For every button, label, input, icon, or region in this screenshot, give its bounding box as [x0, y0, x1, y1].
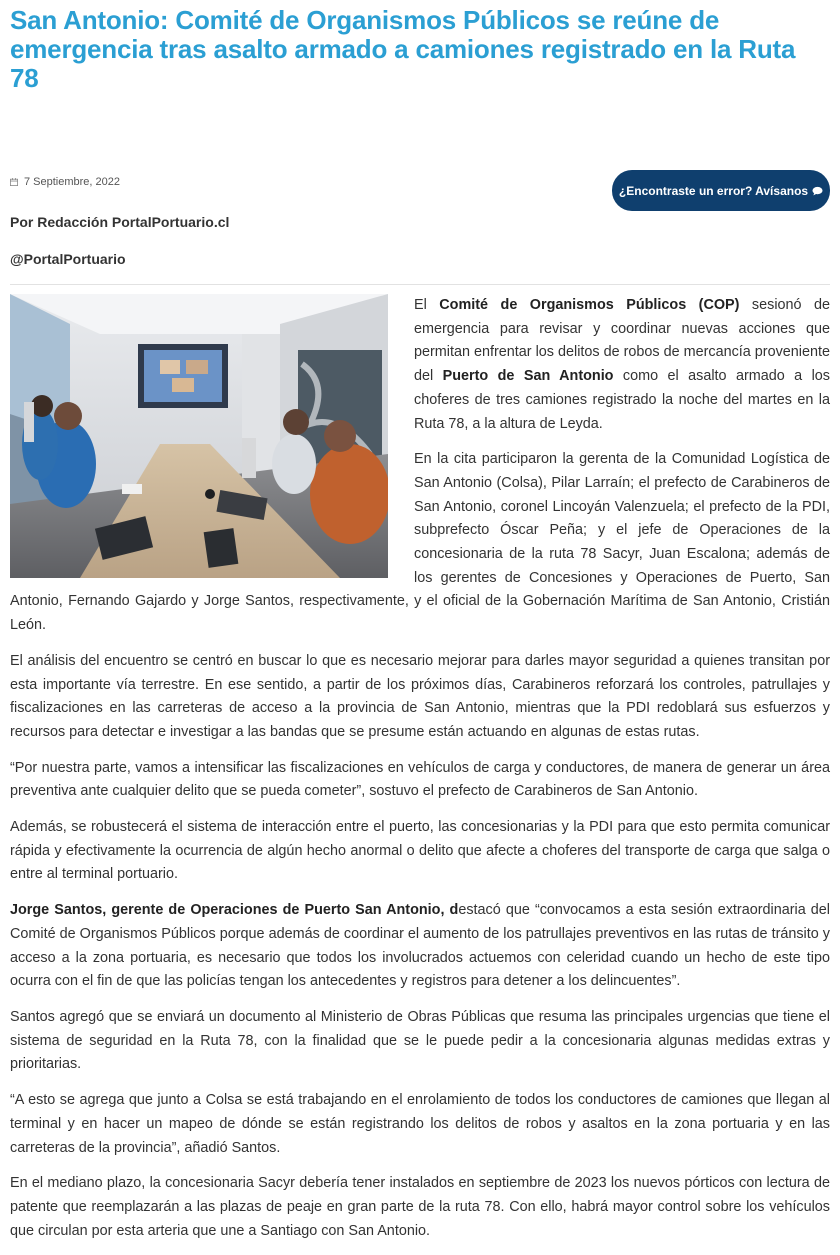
report-error-label: ¿Encontraste un error? Avísanos: [618, 183, 809, 198]
author-byline: Por Redacción PortalPortuario.cl: [10, 214, 230, 230]
divider: [10, 284, 830, 285]
paragraph-1: El Comité de Organismos Públicos (COP) sesionó de emergencia para revisar y coordinar nuevas acciones que permitan enfrentar los delitos de robos de mercancía proveniente del Puerto de San Antonio como el asalto armado a los choferes de tres camiones registrado la noche del martes en la Ruta 78, a la altura de Leyda.: [414, 297, 831, 432]
paragraph-9: En el mediano plazo, la concesionaria Sacyr debería tener instalados en septiembre de 2023 los nuevos pórticos con lectura de patente que reemplazarán a las plazas de peaje en gran parte de la ruta 78. Con ello, habrá mayor control sobre los vehículos que circulan por esta arteria que une a Santiago con San Antonio.: [10, 1175, 830, 1239]
calendar-icon: [10, 178, 18, 186]
article-title: San Antonio: Comité de Organismos Públicos se reúne de emergencia tras asalto armado a camiones registrado en la Ruta 78: [10, 5, 796, 93]
meeting-photo: [10, 294, 388, 578]
paragraph-7: Santos agregó que se enviará un documento al Ministerio de Obras Públicas que resuma las principales urgencias que tiene el sistema de seguridad en la Ruta 78, con la finalidad que se le puede pedir a la concesionaria algunas medidas extras y prioritarias.: [10, 1008, 830, 1073]
speech-bubble-icon: [812, 186, 823, 196]
paragraph-5: Además, se robustecerá el sistema de interacción entre el puerto, las concesionarias y la PDI para que esto permita comunicar rápida y efectivamente la ocurrencia de algún hecho anormal o delito que afecte a choferes del transporte de carga que salga o entre al terminal portuario.: [10, 819, 830, 883]
author-handle: @PortalPortuario: [10, 251, 126, 267]
report-error-button[interactable]: [612, 170, 830, 211]
article-date: [10, 176, 120, 188]
paragraph-6: Jorge Santos, gerente de Operaciones de Puerto San Antonio, destacó que “convocamos a esta sesión extraordinaria del Comité de Organismos Públicos porque además de coordinar el aumento de los patrullajes preventivos en las rutas de tránsito y acceso a la zona portuaria, es necesario que todos los involucrados actuemos con celeridad cuando un hecho de este tipo ocurra con el fin de que las policías tengan los antecedentes y registros para detener a los delincuentes”.: [10, 902, 830, 990]
date-text: 7 Septiembre, 2022: [24, 176, 121, 188]
paragraph-4: “Por nuestra parte, vamos a intensificar las fiscalizaciones en vehículos de carga y conductores, de manera de generar un área preventiva ante cualquier delito que se pueda cometer”, sostuvo el prefecto de Carabineros de San Antonio.: [10, 759, 830, 800]
paragraph-2: En la cita participaron la gerenta de la Comunidad Logística de San Antonio (Colsa), Pilar Larraín; el prefecto de Carabineros de San Antonio, coronel Lincoyán Valenzuela; el prefecto de la PDI, subprefecto Óscar Peña; y el jefe de Operaciones de la concesionaria de la ruta 78 Sacyr, Juan Escalona; además de los gerentes de Concesiones y Operaciones de Puerto, San Antonio, Fernando Gajardo y Jorge Santos, respectivamente, y el oficial de la Gobernación Marítima de San Antonio, Cristián León.: [10, 451, 830, 634]
paragraph-8: “A esto se agrega que junto a Colsa se está trabajando en el enrolamiento de todos los conductores de camiones que llegan al terminal y en hacer un mapeo de dónde se están registrando los delitos de robos y asaltos en la zona portuaria y en las carreteras de la provincia”, añadió Santos.: [10, 1092, 830, 1156]
paragraph-3: El análisis del encuentro se centró en buscar lo que es necesario mejorar para darles mayor seguridad a quienes transitan por esta importante vía terrestre. En ese sentido, a partir de los próximos días, Carabineros reforzará los controles, patrullajes y fiscalizaciones en las carreteras de acceso a la provincia de San Antonio, mientras que la PDI redoblará sus esfuerzos y recursos para detectar e investigar a las bandas que se presume están actuando en algunas de estas rutas.: [10, 652, 830, 740]
article-body: [10, 294, 830, 1255]
